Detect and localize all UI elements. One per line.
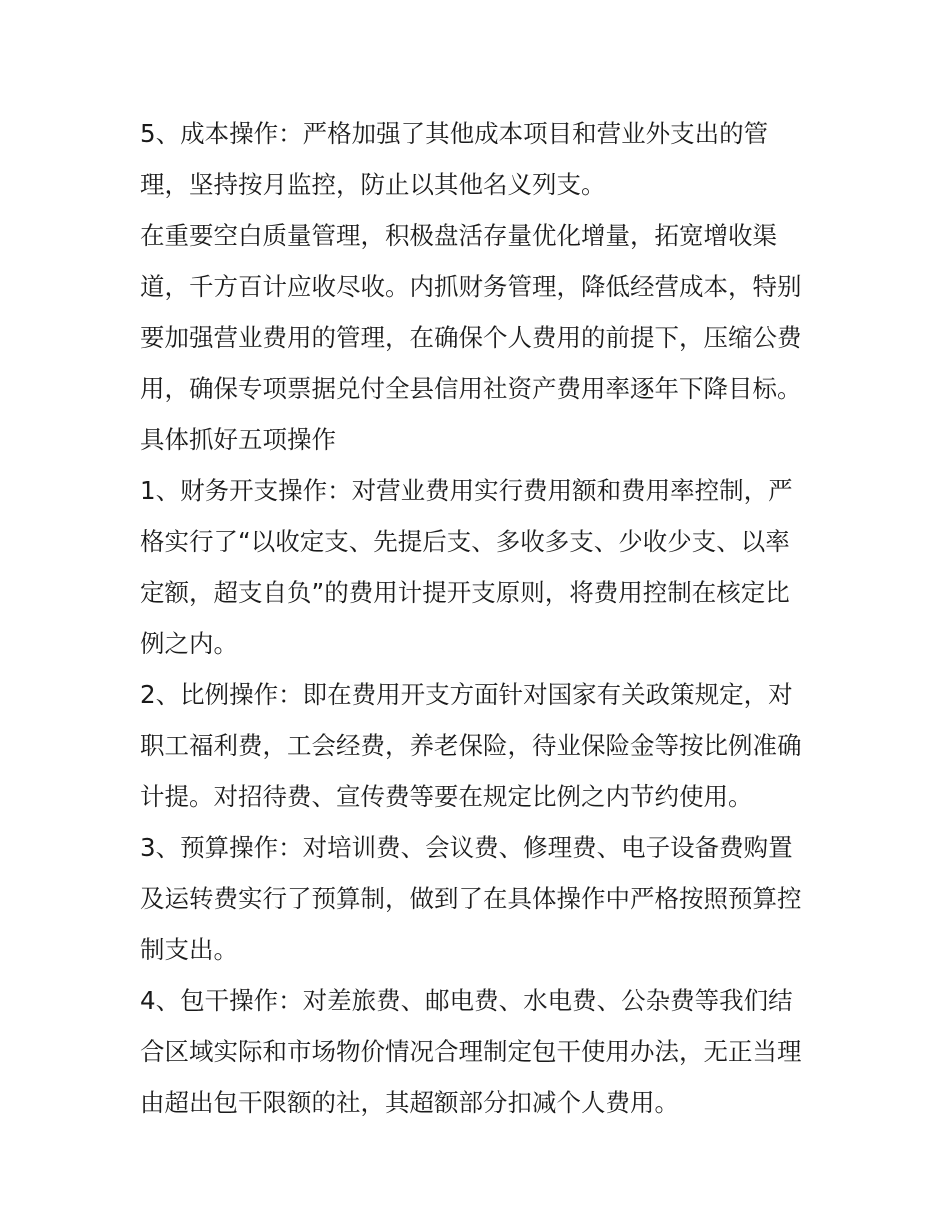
text-line: 2、比例操作：即在费用开支方面针对国家有关政策规定，对	[140, 680, 793, 709]
text-line: 格实行了“以收定支、先提后支、多收多支、少收少支、以率	[140, 527, 790, 556]
text-line: 5、成本操作：严格加强了其他成本项目和营业外支出的管	[140, 119, 769, 148]
paragraph-quality-management	[140, 210, 820, 414]
text-line: 职工福利费，工会经费，养老保险，待业保险金等按比例准确	[140, 731, 802, 760]
paragraph-ratio-operation	[140, 669, 820, 822]
document-body	[140, 108, 820, 1128]
text-line: 在重要空白质量管理，积极盘活存量优化增量，拓宽增收渠	[140, 221, 777, 250]
text-line: 及运转费实行了预算制，做到了在具体操作中严格按照预算控	[140, 884, 802, 913]
text-line: 由超出包干限额的社，其超额部分扣减个人费用。	[140, 1088, 679, 1117]
text-line: 道，千方百计应收尽收。内抓财务管理，降低经营成本，特别	[140, 272, 802, 301]
text-line: 3、预算操作：对培训费、会议费、修理费、电子设备费购置	[140, 833, 793, 862]
text-line: 要加强营业费用的管理，在确保个人费用的前提下，压缩公费	[140, 323, 802, 352]
text-line: 4、包干操作：对差旅费、邮电费、水电费、公杂费等我们结	[140, 986, 793, 1015]
paragraph-budget-operation	[140, 822, 820, 975]
text-line: 计提。对招待费、宣传费等要在规定比例之内节约使用。	[140, 782, 753, 811]
text-line: 具体抓好五项操作	[140, 425, 336, 454]
text-line: 定额，超支自负”的费用计提开支原则，将费用控制在核定比	[140, 578, 790, 607]
text-line: 例之内。	[140, 629, 238, 658]
paragraph-cost-operation	[140, 108, 820, 210]
paragraph-contract-operation	[140, 975, 820, 1128]
text-line: 制支出。	[140, 935, 238, 964]
text-line: 1、财务开支操作：对营业费用实行费用额和费用率控制，严	[140, 476, 793, 505]
paragraph-five-operations-heading	[140, 414, 820, 465]
text-line: 理，坚持按月监控，防止以其他名义列支。	[140, 170, 606, 199]
paragraph-financial-expenditure	[140, 465, 820, 669]
text-line: 用，确保专项票据兑付全县信用社资产费用率逐年下降目标。	[140, 374, 802, 403]
text-line: 合区域实际和市场物价情况合理制定包干使用办法，无正当理	[140, 1037, 802, 1066]
